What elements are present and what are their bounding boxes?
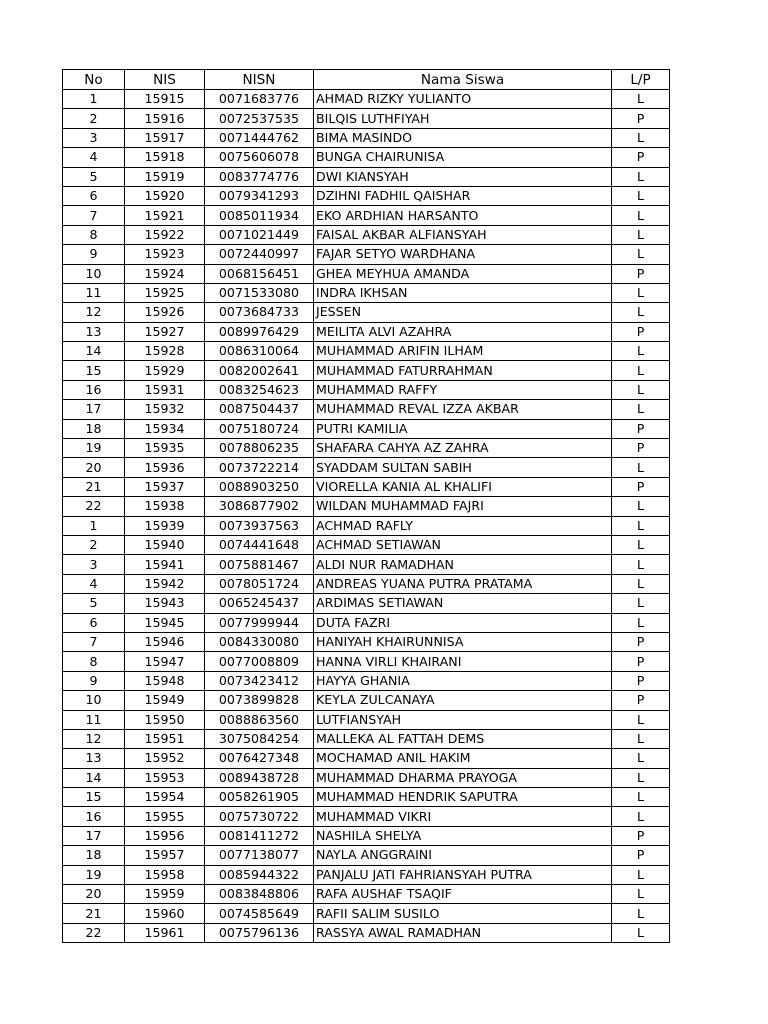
cell-student-name: MUHAMMAD DHARMA PRAYOGA	[314, 768, 612, 787]
cell-nis: 15925	[125, 283, 205, 302]
cell-no: 22	[63, 497, 125, 516]
cell-gender: L	[612, 768, 670, 787]
cell-nis: 15936	[125, 458, 205, 477]
cell-nisn: 0089976429	[205, 322, 314, 341]
table-row	[63, 439, 670, 458]
cell-gender: L	[612, 729, 670, 748]
cell-student-name: LUTFIANSYAH	[314, 710, 612, 729]
cell-nis: 15928	[125, 342, 205, 361]
cell-student-name: HAYYA GHANIA	[314, 671, 612, 690]
cell-student-name: DUTA FAZRI	[314, 613, 612, 632]
cell-nisn: 0074585649	[205, 904, 314, 923]
cell-nisn: 0075730722	[205, 807, 314, 826]
table-row	[63, 148, 670, 167]
cell-gender: L	[612, 400, 670, 419]
cell-student-name: SHAFARA CAHYA AZ ZAHRA	[314, 439, 612, 458]
cell-gender: L	[612, 594, 670, 613]
cell-nis: 15935	[125, 439, 205, 458]
cell-no: 8	[63, 652, 125, 671]
cell-gender: L	[612, 458, 670, 477]
table-row	[63, 283, 670, 302]
cell-nis: 15954	[125, 788, 205, 807]
student-roster-table	[62, 69, 670, 943]
cell-no: 9	[63, 245, 125, 264]
cell-no: 18	[63, 846, 125, 865]
cell-no: 8	[63, 225, 125, 244]
header-gender: L/P	[612, 70, 670, 90]
cell-student-name: MALLEKA AL FATTAH DEMS	[314, 729, 612, 748]
cell-gender: L	[612, 807, 670, 826]
cell-nis: 15937	[125, 477, 205, 496]
cell-no: 16	[63, 807, 125, 826]
cell-nisn: 0079341293	[205, 186, 314, 205]
table-row	[63, 342, 670, 361]
table-row	[63, 594, 670, 613]
cell-nis: 15934	[125, 419, 205, 438]
cell-gender: P	[612, 826, 670, 845]
cell-nisn: 0071533080	[205, 283, 314, 302]
cell-no: 3	[63, 128, 125, 147]
cell-no: 12	[63, 729, 125, 748]
cell-no: 17	[63, 400, 125, 419]
cell-no: 14	[63, 342, 125, 361]
cell-nis: 15924	[125, 264, 205, 283]
cell-gender: L	[612, 206, 670, 225]
table-row	[63, 245, 670, 264]
cell-student-name: BUNGA CHAIRUNISA	[314, 148, 612, 167]
cell-nis: 15945	[125, 613, 205, 632]
cell-student-name: MUHAMMAD HENDRIK SAPUTRA	[314, 788, 612, 807]
cell-student-name: RASSYA AWAL RAMADHAN	[314, 923, 612, 942]
table-row	[63, 613, 670, 632]
table-row	[63, 671, 670, 690]
cell-student-name: FAISAL AKBAR ALFIANSYAH	[314, 225, 612, 244]
table-row	[63, 535, 670, 554]
cell-student-name: MUHAMMAD VIKRI	[314, 807, 612, 826]
cell-gender: L	[612, 128, 670, 147]
cell-student-name: MEILITA ALVI AZAHRA	[314, 322, 612, 341]
cell-nis: 15958	[125, 865, 205, 884]
cell-student-name: DZIHNI FADHIL QAISHAR	[314, 186, 612, 205]
cell-gender: L	[612, 788, 670, 807]
cell-nis: 15949	[125, 691, 205, 710]
cell-nis: 15952	[125, 749, 205, 768]
cell-gender: L	[612, 361, 670, 380]
table-row	[63, 477, 670, 496]
cell-nisn: 0065245437	[205, 594, 314, 613]
table-header-row	[63, 70, 670, 90]
header-nis: NIS	[125, 70, 205, 90]
cell-student-name: RAFII SALIM SUSILO	[314, 904, 612, 923]
cell-nisn: 0081411272	[205, 826, 314, 845]
cell-no: 4	[63, 574, 125, 593]
cell-no: 4	[63, 148, 125, 167]
cell-nisn: 0058261905	[205, 788, 314, 807]
cell-nisn: 0088863560	[205, 710, 314, 729]
table-row	[63, 303, 670, 322]
cell-nisn: 0072537535	[205, 109, 314, 128]
cell-gender: L	[612, 167, 670, 186]
cell-nis: 15959	[125, 885, 205, 904]
cell-nisn: 0085944322	[205, 865, 314, 884]
cell-gender: L	[612, 555, 670, 574]
cell-gender: L	[612, 186, 670, 205]
cell-no: 2	[63, 535, 125, 554]
cell-student-name: BIMA MASINDO	[314, 128, 612, 147]
cell-nis: 15942	[125, 574, 205, 593]
table-row	[63, 865, 670, 884]
cell-no: 15	[63, 361, 125, 380]
table-row	[63, 380, 670, 399]
cell-no: 1	[63, 90, 125, 109]
cell-no: 20	[63, 458, 125, 477]
cell-nisn: 0083848806	[205, 885, 314, 904]
cell-student-name: EKO ARDHIAN HARSANTO	[314, 206, 612, 225]
cell-no: 2	[63, 109, 125, 128]
header-student-name: Nama Siswa	[314, 70, 612, 90]
table-row	[63, 691, 670, 710]
table-row	[63, 826, 670, 845]
cell-no: 14	[63, 768, 125, 787]
cell-no: 22	[63, 923, 125, 942]
cell-student-name: ACHMAD SETIAWAN	[314, 535, 612, 554]
cell-nis: 15919	[125, 167, 205, 186]
table-row	[63, 497, 670, 516]
cell-nisn: 0078051724	[205, 574, 314, 593]
cell-student-name: BILQIS LUTHFIYAH	[314, 109, 612, 128]
cell-nisn: 0089438728	[205, 768, 314, 787]
cell-nis: 15931	[125, 380, 205, 399]
cell-gender: P	[612, 846, 670, 865]
cell-nisn: 0073899828	[205, 691, 314, 710]
cell-no: 11	[63, 710, 125, 729]
cell-gender: L	[612, 710, 670, 729]
cell-nis: 15955	[125, 807, 205, 826]
cell-gender: L	[612, 497, 670, 516]
table-row	[63, 555, 670, 574]
cell-nisn: 0068156451	[205, 264, 314, 283]
cell-student-name: MUHAMMAD REVAL IZZA AKBAR	[314, 400, 612, 419]
cell-nisn: 0073937563	[205, 516, 314, 535]
cell-no: 18	[63, 419, 125, 438]
cell-nisn: 0077999944	[205, 613, 314, 632]
cell-nisn: 0075881467	[205, 555, 314, 574]
cell-no: 15	[63, 788, 125, 807]
cell-no: 12	[63, 303, 125, 322]
cell-gender: P	[612, 652, 670, 671]
cell-no: 19	[63, 865, 125, 884]
cell-gender: L	[612, 613, 670, 632]
cell-nis: 15943	[125, 594, 205, 613]
cell-nis: 15961	[125, 923, 205, 942]
cell-student-name: VIORELLA KANIA AL KHALIFI	[314, 477, 612, 496]
cell-nisn: 0078806235	[205, 439, 314, 458]
table-row	[63, 904, 670, 923]
cell-no: 6	[63, 186, 125, 205]
cell-nisn: 0071021449	[205, 225, 314, 244]
cell-student-name: HANIYAH KHAIRUNNISA	[314, 632, 612, 651]
header-no: No	[63, 70, 125, 90]
cell-no: 20	[63, 885, 125, 904]
table-row	[63, 632, 670, 651]
cell-student-name: RAFA AUSHAF TSAQIF	[314, 885, 612, 904]
cell-gender: L	[612, 225, 670, 244]
cell-student-name: MUHAMMAD ARIFIN ILHAM	[314, 342, 612, 361]
table-row	[63, 458, 670, 477]
cell-student-name: ANDREAS YUANA PUTRA PRATAMA	[314, 574, 612, 593]
cell-student-name: WILDAN MUHAMMAD FAJRI	[314, 497, 612, 516]
cell-nisn: 0073722214	[205, 458, 314, 477]
cell-gender: L	[612, 303, 670, 322]
table-row	[63, 652, 670, 671]
table-row	[63, 128, 670, 147]
cell-student-name: MUHAMMAD FATURRAHMAN	[314, 361, 612, 380]
cell-student-name: JESSEN	[314, 303, 612, 322]
cell-nis: 15956	[125, 826, 205, 845]
cell-nis: 15927	[125, 322, 205, 341]
cell-gender: L	[612, 885, 670, 904]
cell-nisn: 0088903250	[205, 477, 314, 496]
table-row	[63, 419, 670, 438]
cell-nis: 15926	[125, 303, 205, 322]
cell-gender: L	[612, 245, 670, 264]
cell-no: 21	[63, 904, 125, 923]
cell-gender: L	[612, 749, 670, 768]
cell-nis: 15957	[125, 846, 205, 865]
table-row	[63, 768, 670, 787]
cell-nis: 15918	[125, 148, 205, 167]
cell-gender: L	[612, 90, 670, 109]
table-row	[63, 206, 670, 225]
header-nisn: NISN	[205, 70, 314, 90]
cell-nis: 15951	[125, 729, 205, 748]
cell-student-name: AHMAD RIZKY YULIANTO	[314, 90, 612, 109]
cell-nisn: 0072440997	[205, 245, 314, 264]
table-row	[63, 710, 670, 729]
cell-student-name: KEYLA ZULCANAYA	[314, 691, 612, 710]
cell-nisn: 0071444762	[205, 128, 314, 147]
cell-nisn: 0085011934	[205, 206, 314, 225]
cell-nisn: 0075180724	[205, 419, 314, 438]
cell-nis: 15932	[125, 400, 205, 419]
table-row	[63, 574, 670, 593]
cell-nis: 15921	[125, 206, 205, 225]
cell-nis: 15939	[125, 516, 205, 535]
cell-no: 16	[63, 380, 125, 399]
cell-student-name: FAJAR SETYO WARDHANA	[314, 245, 612, 264]
cell-nis: 15940	[125, 535, 205, 554]
cell-nisn: 0075796136	[205, 923, 314, 942]
cell-student-name: MUHAMMAD RAFFY	[314, 380, 612, 399]
table-row	[63, 788, 670, 807]
cell-nis: 15946	[125, 632, 205, 651]
cell-gender: P	[612, 632, 670, 651]
cell-nis: 15948	[125, 671, 205, 690]
cell-nis: 15922	[125, 225, 205, 244]
cell-gender: P	[612, 477, 670, 496]
table-row	[63, 264, 670, 283]
table-row	[63, 729, 670, 748]
cell-student-name: SYADDAM SULTAN SABIH	[314, 458, 612, 477]
table-row	[63, 846, 670, 865]
cell-no: 7	[63, 206, 125, 225]
cell-nis: 15929	[125, 361, 205, 380]
cell-nisn: 0071683776	[205, 90, 314, 109]
cell-nis: 15920	[125, 186, 205, 205]
cell-no: 13	[63, 749, 125, 768]
cell-student-name: GHEA MEYHUA AMANDA	[314, 264, 612, 283]
cell-nis: 15953	[125, 768, 205, 787]
cell-nisn: 0086310064	[205, 342, 314, 361]
cell-no: 9	[63, 671, 125, 690]
cell-nisn: 0076427348	[205, 749, 314, 768]
cell-gender: L	[612, 380, 670, 399]
cell-student-name: HANNA VIRLI KHAIRANI	[314, 652, 612, 671]
cell-nis: 15915	[125, 90, 205, 109]
cell-nisn: 0083774776	[205, 167, 314, 186]
cell-student-name: NASHILA SHELYA	[314, 826, 612, 845]
cell-no: 5	[63, 594, 125, 613]
cell-gender: L	[612, 535, 670, 554]
table-row	[63, 90, 670, 109]
table-row	[63, 225, 670, 244]
cell-no: 6	[63, 613, 125, 632]
cell-nisn: 0075606078	[205, 148, 314, 167]
cell-nisn: 0077138077	[205, 846, 314, 865]
cell-no: 3	[63, 555, 125, 574]
table-row	[63, 885, 670, 904]
cell-gender: L	[612, 516, 670, 535]
cell-nisn: 0074441648	[205, 535, 314, 554]
cell-student-name: PUTRI KAMILIA	[314, 419, 612, 438]
cell-student-name: MOCHAMAD ANIL HAKIM	[314, 749, 612, 768]
cell-gender: L	[612, 904, 670, 923]
cell-no: 17	[63, 826, 125, 845]
cell-nis: 15950	[125, 710, 205, 729]
table-row	[63, 807, 670, 826]
cell-nis: 15917	[125, 128, 205, 147]
cell-no: 11	[63, 283, 125, 302]
cell-student-name: DWI KIANSYAH	[314, 167, 612, 186]
cell-gender: L	[612, 283, 670, 302]
table-row	[63, 167, 670, 186]
cell-nis: 15947	[125, 652, 205, 671]
table-body	[63, 90, 670, 943]
cell-nisn: 0077008809	[205, 652, 314, 671]
cell-no: 7	[63, 632, 125, 651]
cell-no: 21	[63, 477, 125, 496]
cell-gender: L	[612, 923, 670, 942]
cell-gender: P	[612, 264, 670, 283]
cell-student-name: INDRA IKHSAN	[314, 283, 612, 302]
table-row	[63, 361, 670, 380]
table-row	[63, 109, 670, 128]
cell-nis: 15938	[125, 497, 205, 516]
cell-nisn: 0073684733	[205, 303, 314, 322]
cell-no: 10	[63, 691, 125, 710]
cell-nisn: 0073423412	[205, 671, 314, 690]
cell-nis: 15941	[125, 555, 205, 574]
cell-nisn: 0083254623	[205, 380, 314, 399]
table-row	[63, 186, 670, 205]
table-row	[63, 923, 670, 942]
cell-student-name: NAYLA ANGGRAINI	[314, 846, 612, 865]
table-row	[63, 400, 670, 419]
cell-nis: 15960	[125, 904, 205, 923]
cell-nis: 15923	[125, 245, 205, 264]
cell-no: 13	[63, 322, 125, 341]
cell-gender: L	[612, 574, 670, 593]
cell-nisn: 3075084254	[205, 729, 314, 748]
table-row	[63, 749, 670, 768]
table-row	[63, 322, 670, 341]
cell-no: 5	[63, 167, 125, 186]
cell-student-name: ACHMAD RAFLY	[314, 516, 612, 535]
cell-gender: P	[612, 419, 670, 438]
cell-gender: P	[612, 322, 670, 341]
cell-nisn: 0082002641	[205, 361, 314, 380]
cell-gender: P	[612, 671, 670, 690]
cell-student-name: ALDI NUR RAMADHAN	[314, 555, 612, 574]
cell-nisn: 0084330080	[205, 632, 314, 651]
cell-nis: 15916	[125, 109, 205, 128]
cell-student-name: ARDIMAS SETIAWAN	[314, 594, 612, 613]
cell-nisn: 0087504437	[205, 400, 314, 419]
cell-gender: P	[612, 109, 670, 128]
cell-gender: P	[612, 148, 670, 167]
cell-gender: L	[612, 342, 670, 361]
cell-gender: P	[612, 439, 670, 458]
cell-no: 1	[63, 516, 125, 535]
cell-student-name: PANJALU JATI FAHRIANSYAH PUTRA	[314, 865, 612, 884]
cell-no: 19	[63, 439, 125, 458]
table-row	[63, 516, 670, 535]
cell-no: 10	[63, 264, 125, 283]
cell-gender: L	[612, 865, 670, 884]
cell-gender: P	[612, 691, 670, 710]
cell-nisn: 3086877902	[205, 497, 314, 516]
